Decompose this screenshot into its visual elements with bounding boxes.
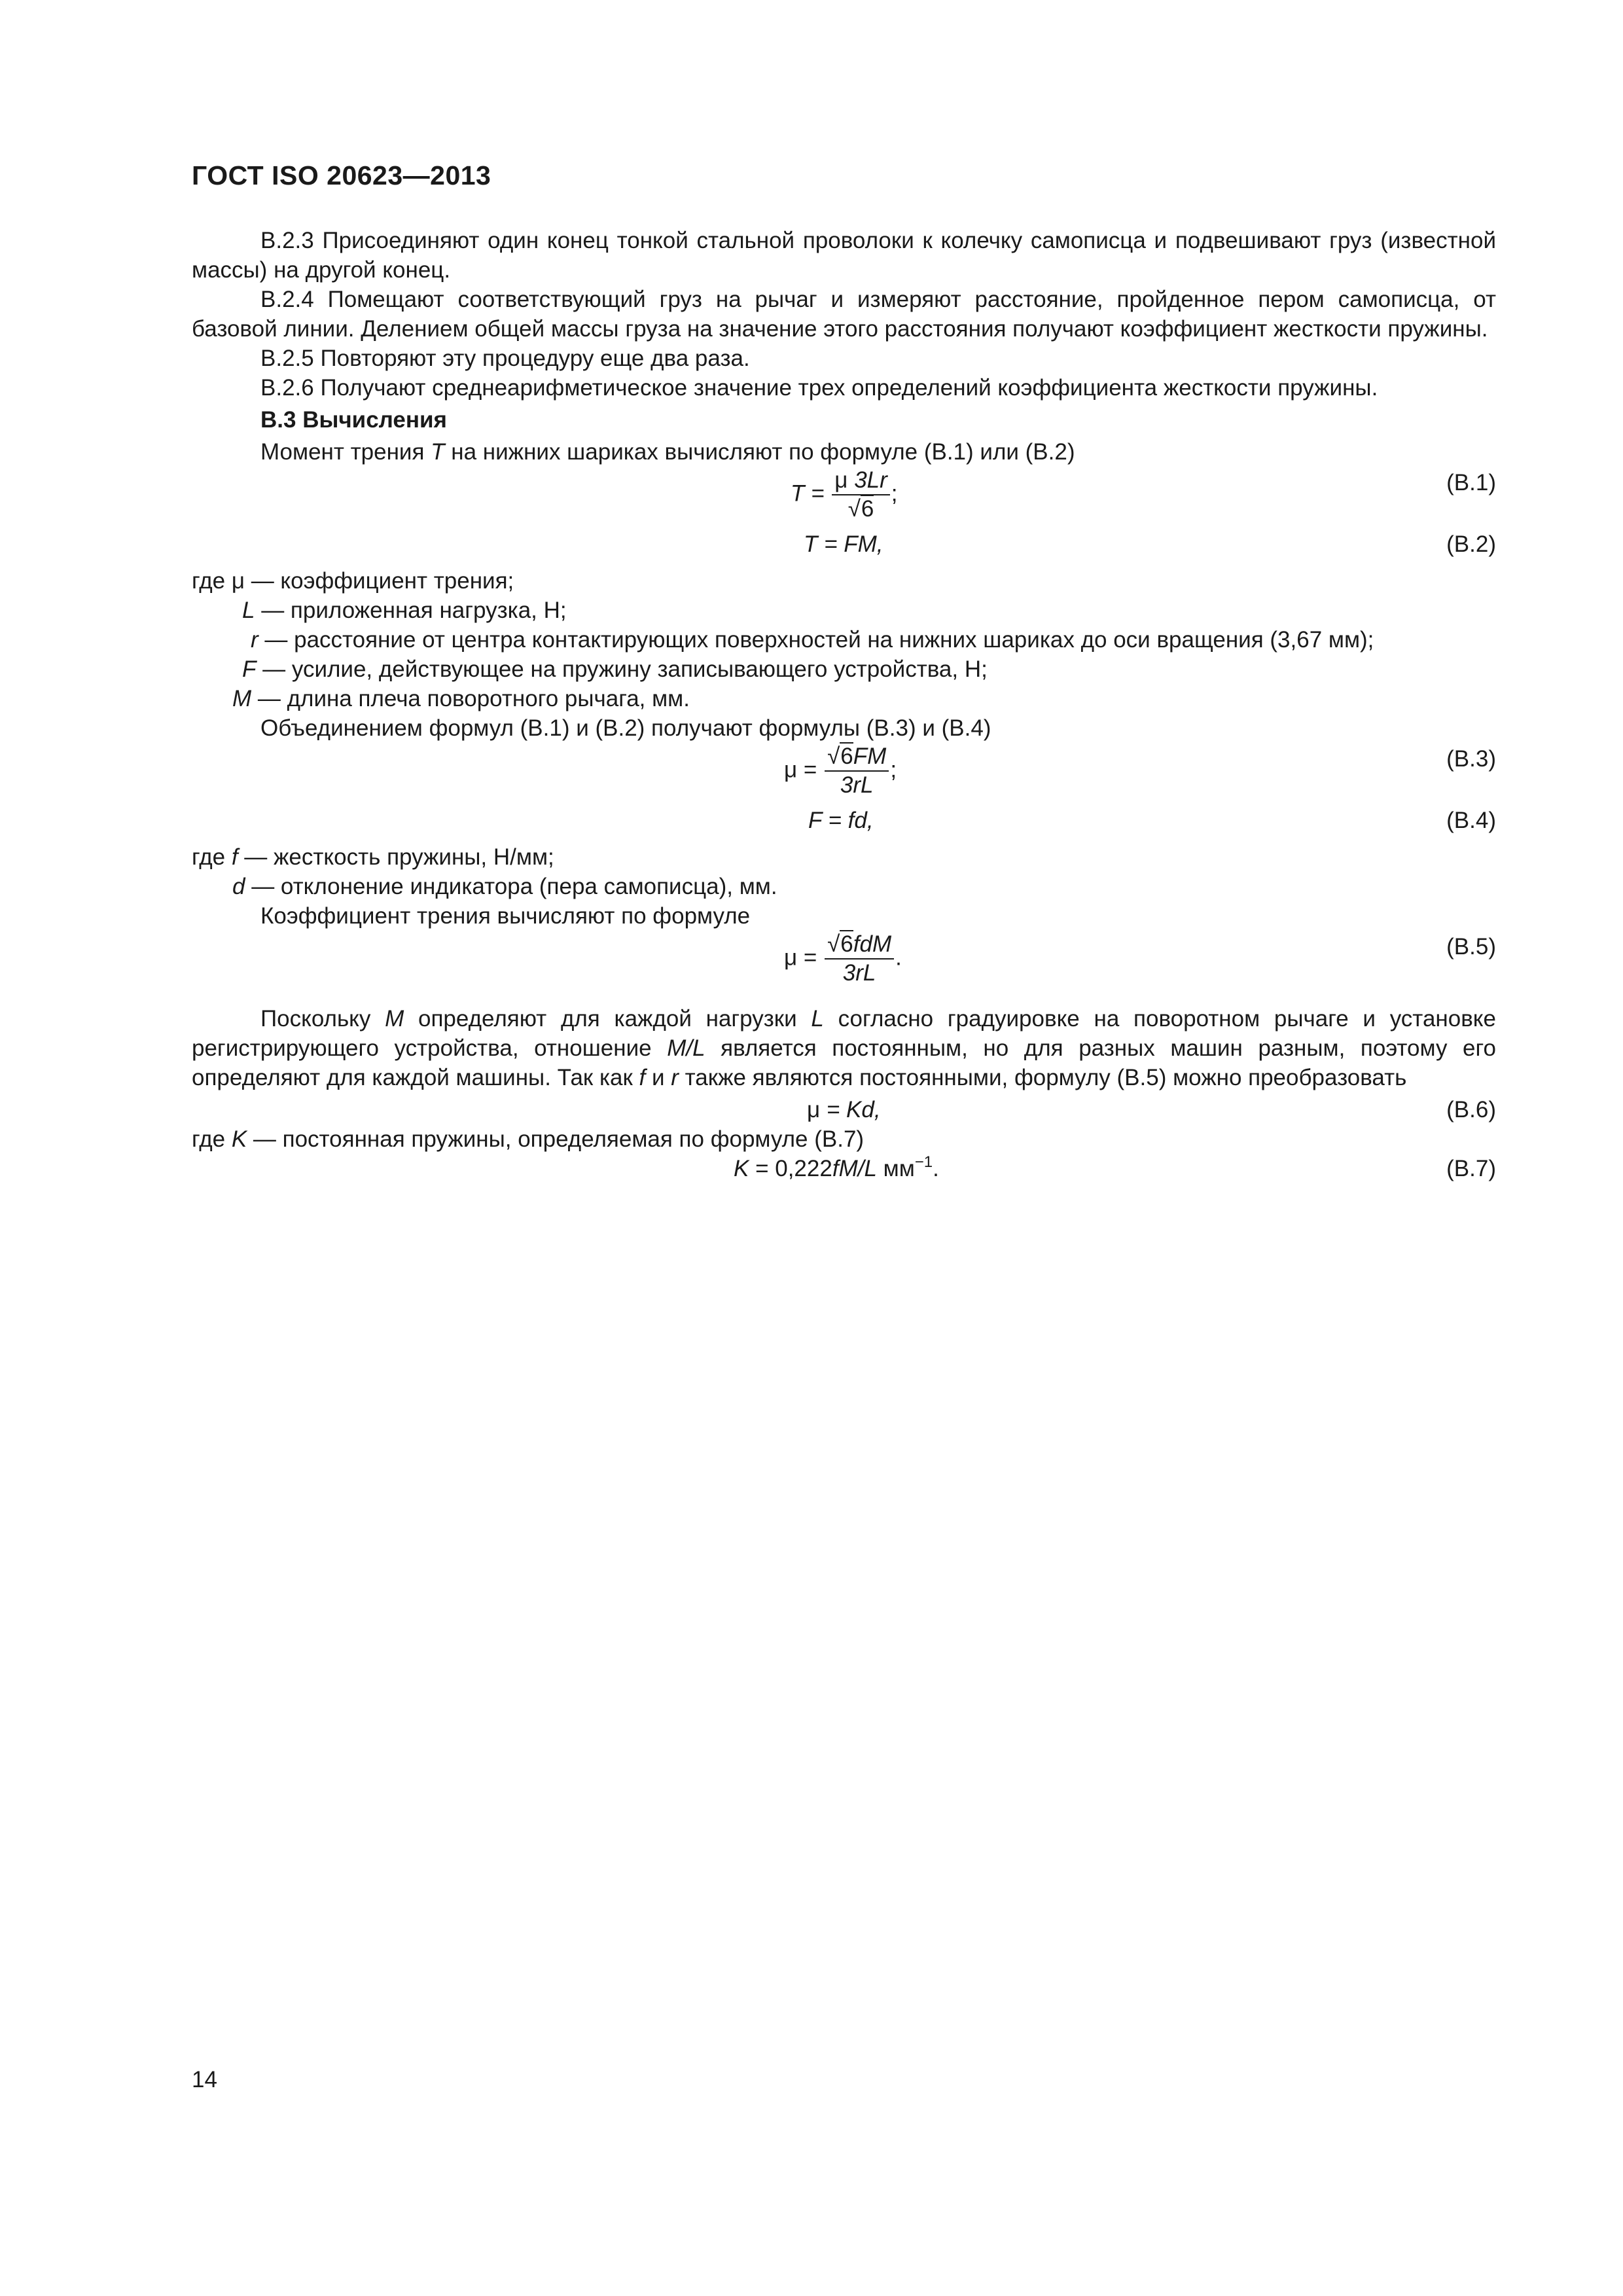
equation-b5: μ = $\frac{\text{√6fdM}}{3rL}$ . (В.5)	[784, 931, 1496, 986]
paragraph-combine: Объединением формул (В.1) и (В.2) получают формулы (В.3) и (В.4)	[260, 715, 991, 741]
where-list-2	[192, 842, 1496, 901]
page-number: 14	[192, 2067, 217, 2092]
equation-b3: μ = $\frac{√6FM}{3rL}$ ; (В.3)	[784, 744, 1496, 798]
where-L: L — приложенная нагрузка, Н;	[242, 598, 567, 623]
equation-label-b6: (В.6)	[1446, 1097, 1496, 1122]
paragraph-b24: В.2.4 Помещают соответствующий груз на рычаг и измеряют расстояние, пройденное пером самописца, от базовой линии. Делением общей массы груза на значение этого расстояния получают коэффициент жесткости пружины.	[192, 287, 1496, 342]
fraction-b5: $\frac{\text{√6fdM}}{3rL}$	[825, 931, 894, 987]
fraction-b3: $\frac{√6FM}{3rL}$	[825, 743, 889, 799]
where-r: r — расстояние от центра контактирующих поверхностей на нижних шариках до оси вращения (3,67 мм);	[251, 627, 1374, 653]
equation-b2: T = FM, (В.2)	[192, 529, 1496, 559]
paragraph-b25: В.2.5 Повторяют эту процедуру еще два раза.	[260, 346, 750, 371]
equation-label-b1: (В.1)	[1446, 470, 1496, 495]
section-heading-b3: В.3 Вычисления	[260, 407, 447, 433]
paragraph-b23: В.2.3 Присоединяют один конец тонкой стальной проволоки к колечку самописца и подвешивают груз (известной массы) на другой конец.	[192, 228, 1496, 283]
paragraph-since: Поскольку M определяют для каждой нагрузки L согласно градуировке на поворотном рычаге и установке регистрирующего устройства, отношение M/L является постоянным, но для разных машин разным, поэтому его определяют для каждой машины. Так как f и r также являются постоянными, формулу (В.5) можно преобразовать	[192, 1006, 1496, 1090]
where-K: где K — постоянная пружины, определяемая по формуле (В.7)	[192, 1126, 865, 1152]
where-list-1	[192, 566, 1496, 713]
paragraph-b26: В.2.6 Получают среднеарифметическое значение трех определений коэффициента жесткости пружины.	[260, 375, 1378, 401]
document-header: ГОСТ ISO 20623—2013	[192, 160, 491, 190]
where-f: где f — жесткость пружины, Н/мм;	[192, 844, 554, 870]
equation-label-b4: (В.4)	[1446, 808, 1496, 833]
equation-label-b7: (В.7)	[1446, 1156, 1496, 1181]
where-mu: где μ — коэффициент трения;	[192, 568, 514, 594]
equation-b4: F = fd, (В.4)	[192, 806, 1496, 835]
where-F: F — усилие, действующее на пружину записывающего устройства, Н;	[242, 656, 988, 682]
paragraph-intro: Момент трения T на нижних шариках вычисляют по формуле (В.1) или (В.2)	[260, 439, 1075, 465]
equation-label-b3: (В.3)	[1446, 746, 1496, 772]
paragraph-coef-formula: Коэффициент трения вычисляют по формуле	[260, 903, 751, 929]
document-body	[192, 226, 1496, 1183]
fraction-b1: $\frac{\mu 3Lr}{√6}$	[832, 467, 890, 523]
where-M: M — длина плеча поворотного рычага, мм.	[232, 686, 690, 711]
equation-b1: T = $\frac{\mu 3Lr}{√6}$ ; (В.1)	[791, 467, 1496, 522]
equation-label-b2: (В.2)	[1446, 531, 1496, 557]
equation-b7: K = 0,222fM/L $мм^{-1}$. (В.7)	[192, 1154, 1496, 1183]
where-d: d — отклонение индикатора (пера самописца), мм.	[232, 874, 777, 899]
equation-b6: μ = Kd, (В.6)	[192, 1095, 1496, 1124]
equation-label-b5: (В.5)	[1446, 934, 1496, 960]
